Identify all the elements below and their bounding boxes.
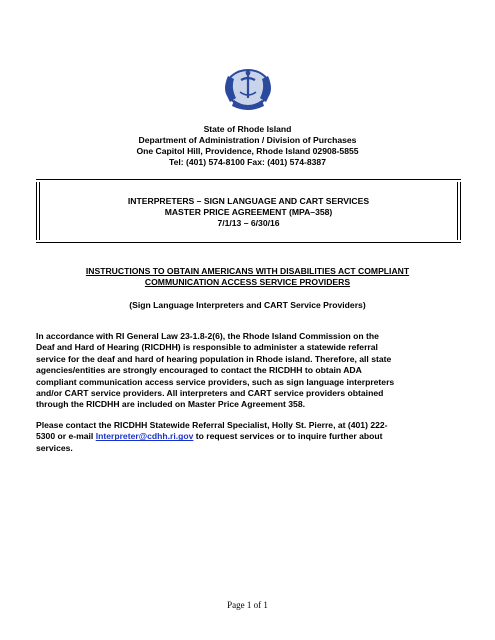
header-department: Department of Administration / Division of Purchases <box>138 135 357 145</box>
agreement-dates: 7/1/13 – 6/30/16 <box>217 218 280 228</box>
header-address: One Capitol Hill, Providence, Rhode Island 02908-5855 <box>136 146 359 156</box>
header-state: State of Rhode Island <box>203 124 292 134</box>
paragraph-contact: Please contact the RICDHH Statewide Referral Specialist, Holly St. Pierre, at (401) 222- 5300 or e-mail Interpreter@cdhh.ri.gov to request services or to inquire further about services. <box>36 420 388 453</box>
instructions-subtitle: (Sign Language Interpreters and CART Service Providers) <box>129 300 366 310</box>
state-seal-icon <box>218 62 278 114</box>
agreement-title: INTERPRETERS – SIGN LANGUAGE AND CART SERVICES <box>127 196 370 206</box>
email-link[interactable]: Interpreter@cdhh.ri.gov <box>95 431 194 442</box>
paragraph-referral: In accordance with RI General Law 23-1.8-2(6), the Rhode Island Commission on the Deaf and Hard of Hearing (RICDHH) is responsible to administer a statewide referral service for the deaf and hard of hearing population in Rhode island. Therefore, all state agencies/entities are strongly encouraged to contact the RICDHH to obtain ADA compliant communication access service providers, such as sign language interpreters and/or CART service providers. All interpreters and CART service providers obtained through the RICDHH are included on Master Price Agreement 358. <box>36 331 395 410</box>
agreement-number: MASTER PRICE AGREEMENT (MPA–358) <box>164 207 333 217</box>
agreement-title-box <box>36 179 461 243</box>
agency-header <box>0 124 495 168</box>
instructions-heading: INSTRUCTIONS TO OBTAIN AMERICANS WITH DISABILITIES ACT COMPLIANT COMMUNICATION ACCESS SERVICE PROVIDERS <box>85 266 410 287</box>
header-phone: Tel: (401) 574-8100 Fax: (401) 574-8387 <box>168 157 326 167</box>
page-number: Page 1 of 1 <box>227 600 268 610</box>
